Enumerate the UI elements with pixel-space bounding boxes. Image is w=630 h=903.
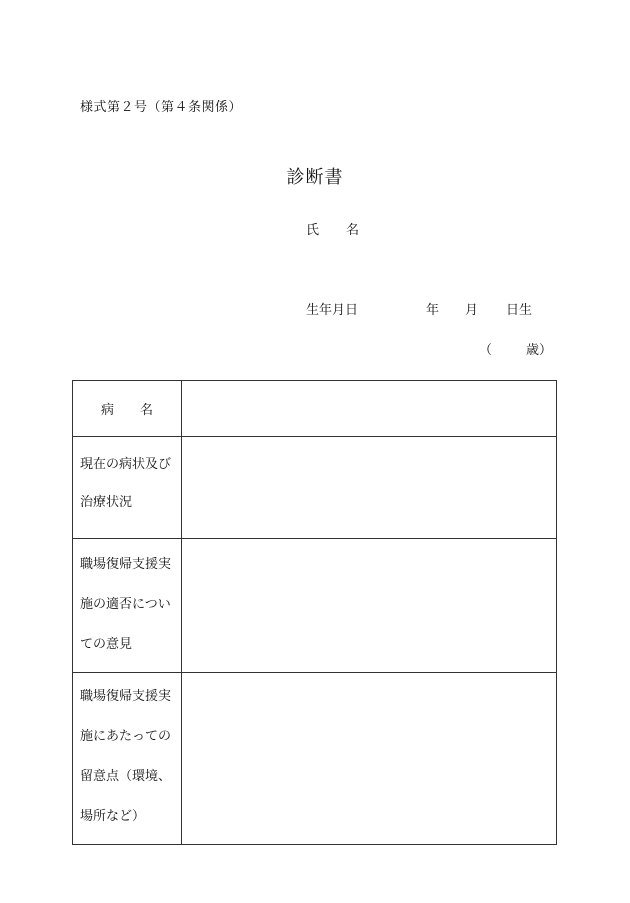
label-line: 施にあたっての (80, 729, 172, 744)
suitability-field[interactable] (182, 539, 557, 673)
label-part: 病 (100, 403, 114, 418)
age-unit: 歳） (526, 343, 553, 358)
table-row (73, 437, 557, 539)
table-row (73, 539, 557, 673)
label-line: 施の適否につい (80, 597, 171, 612)
label-line: 現在の病状及び (80, 457, 172, 472)
label-part: 名 (140, 403, 154, 418)
name-label-part: 名 (346, 223, 360, 238)
birthdate-label: 生年月日 (306, 303, 359, 318)
disease-name-label-cell (73, 381, 182, 437)
name-label-part: 氏 (306, 223, 320, 238)
form-number: 様式第２号（第４条関係） (80, 100, 243, 115)
disease-name-field[interactable] (182, 381, 557, 437)
notes-field[interactable] (182, 673, 557, 845)
label-line: ての意見 (80, 637, 133, 652)
year-unit: 年 (426, 303, 440, 318)
label-line: 治療状況 (80, 495, 133, 510)
notes-label-cell (73, 673, 182, 845)
condition-label-cell (73, 437, 182, 539)
label-line: 留意点（環境、 (80, 769, 172, 784)
label-line: 場所など） (80, 809, 146, 824)
suitability-label-cell (73, 539, 182, 673)
day-unit: 日生 (506, 303, 533, 318)
label-line: 職場復帰支援実 (80, 689, 172, 704)
condition-field[interactable] (182, 437, 557, 539)
document-title: 診断書 (286, 167, 344, 188)
name-label (306, 219, 359, 238)
table-row (73, 673, 557, 845)
label-line: 職場復帰支援実 (80, 557, 172, 572)
diagnosis-form-table (72, 380, 557, 845)
age-open-paren: （ (479, 343, 493, 358)
table-row (73, 381, 557, 437)
month-unit: 月 (465, 303, 479, 318)
